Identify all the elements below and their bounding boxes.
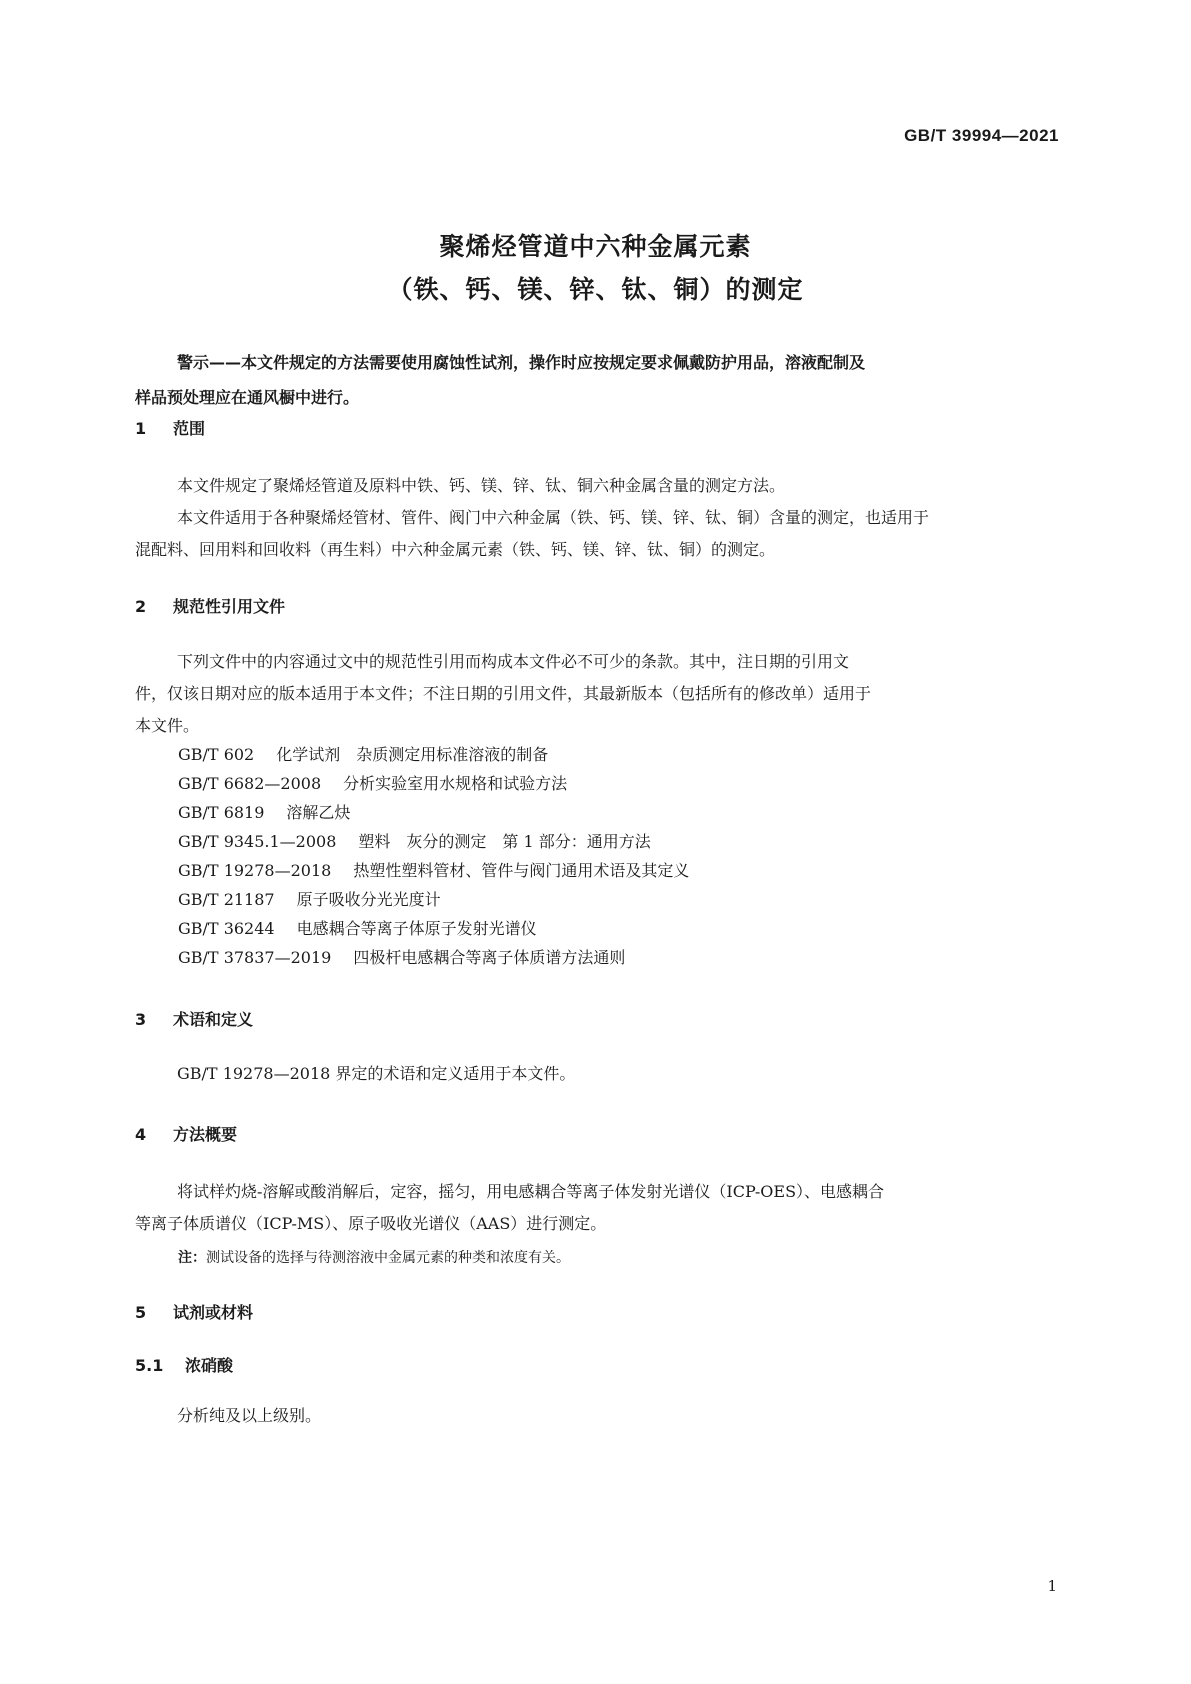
section-number: 4 [135,1125,147,1144]
reference-item [178,771,567,794]
reference-item [178,887,441,910]
section-heading-normative-references [135,594,285,617]
reference-item [178,858,689,881]
reference-code: GB/T 602 [178,745,255,764]
terms-paragraph [135,1058,1055,1090]
note-label: 注： [178,1250,206,1266]
text-line: 将试样灼烧-溶解或酸消解后，定容，摇匀，用电感耦合等离子体发射光谱仪（ICP-OES）、电感耦合 [177,1182,885,1201]
reference-title: 原子吸收分光光度计 [296,890,441,909]
reference-item [178,800,350,823]
section-title: 术语和定义 [173,1010,254,1029]
section-heading-method-summary [135,1122,237,1145]
references-intro-paragraph [135,646,1055,742]
reference-title: 化学试剂 杂质测定用标准溶液的制备 [276,745,549,764]
section-title: 规范性引用文件 [173,597,286,616]
subsection-title: 浓硝酸 [185,1356,234,1375]
section-title: 范围 [173,419,206,438]
note-text: 测试设备的选择与待测溶液中金属元素的种类和浓度有关。 [206,1250,570,1266]
reference-code: GB/T 19278—2018 [178,861,332,880]
text-line: 本文件规定了聚烯烃管道及原料中铁、钙、镁、锌、钛、铜六种金属含量的测定方法。 [177,476,786,495]
section-heading-terms [135,1007,253,1030]
reference-item [178,742,548,765]
document-title-line1: 聚烯烃管道中六种金属元素 [439,232,752,261]
section-heading-scope [135,416,205,439]
text-line: 等离子体质谱仪（ICP-MS）、原子吸收光谱仪（AAS）进行测定。 [135,1214,607,1233]
reference-code: GB/T 21187 [178,890,275,909]
reference-item [178,945,625,968]
reference-item [178,916,537,939]
reference-title: 分析实验室用水规格和试验方法 [343,774,568,793]
method-summary-paragraph [135,1176,1055,1240]
document-title-line2: （铁、钙、镁、锌、钛、铜）的测定 [387,275,804,304]
reference-code: GB/T 6819 [178,803,265,822]
text-line: 本文件。 [135,716,200,735]
reference-code: GB/T 9345.1—2008 [178,832,337,851]
warning-line1: 警示——本文件规定的方法需要使用腐蚀性试剂，操作时应按规定要求佩戴防护用品，溶液配制及 [177,353,866,372]
text-line: 本文件适用于各种聚烯烃管材、管件、阀门中六种金属（铁、钙、镁、锌、钛、铜）含量的测定，也适用于 [177,508,930,527]
text-line: 混配料、回用料和回收料（再生料）中六种金属元素（铁、钙、镁、锌、钛、铜）的测定。 [135,540,776,559]
reference-code: GB/T 37837—2019 [178,948,332,967]
section-title: 方法概要 [173,1125,238,1144]
reference-item [178,829,651,852]
reference-code: GB/T 6682—2008 [178,774,322,793]
text-line: 下列文件中的内容通过文中的规范性引用而构成本文件必不可少的条款。其中，注日期的引用文 [177,652,850,671]
section-number: 2 [135,597,147,616]
warning-block [135,345,1055,415]
reference-title: 塑料 灰分的测定 第 1 部分：通用方法 [358,832,651,851]
text-line: GB/T 19278—2018 界定的术语和定义适用于本文件。 [177,1064,576,1083]
reference-title: 溶解乙炔 [286,803,351,822]
reference-title: 四极杆电感耦合等离子体质谱方法通则 [353,948,626,967]
section-heading-reagents [135,1300,253,1323]
text-line: 件，仅该日期对应的版本适用于本文件；不注日期的引用文件，其最新版本（包括所有的修改单）适用于 [135,684,872,703]
reference-code: GB/T 36244 [178,919,275,938]
section-number: 3 [135,1010,147,1029]
reference-title: 热塑性塑料管材、管件与阀门通用术语及其定义 [353,861,690,880]
warning-line2: 样品预处理应在通风橱中进行。 [135,388,360,407]
standard-number: GB/T 39994—2021 [904,126,1059,145]
subsection-heading-nitric-acid [135,1353,233,1376]
subsection-number: 5.1 [135,1356,164,1375]
section-number: 1 [135,419,147,438]
scope-paragraph [135,470,1055,566]
nitric-acid-paragraph [135,1400,1055,1432]
text-line: 分析纯及以上级别。 [177,1406,322,1425]
section-title: 试剂或材料 [173,1303,254,1322]
page-number: 1 [1047,1577,1057,1595]
reference-title: 电感耦合等离子体原子发射光谱仪 [296,919,537,938]
method-note [178,1247,570,1267]
section-number: 5 [135,1303,147,1322]
